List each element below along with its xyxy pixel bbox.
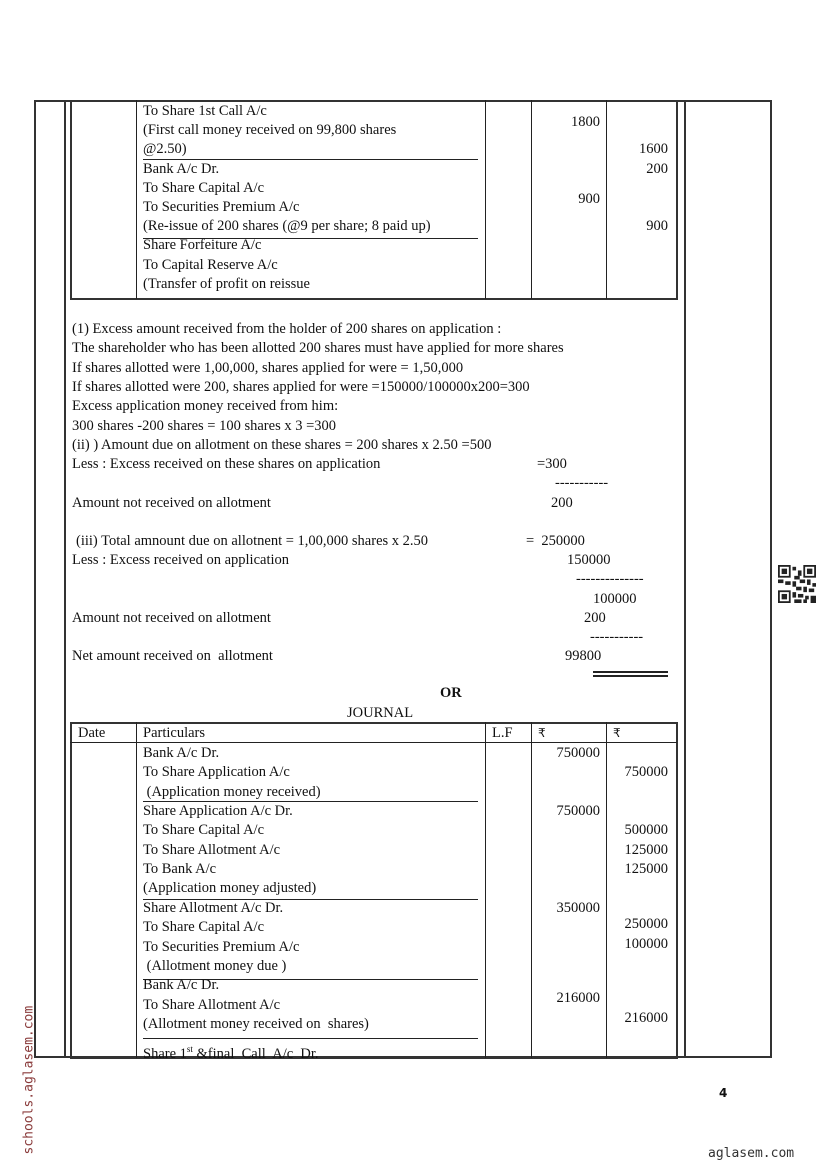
journal-particulars-line: To Share Application A/c [143,764,290,781]
journal-particulars-line: Share Application A/c Dr. [143,803,293,820]
frame-divider-right [684,100,686,1058]
t1-particulars-line: Bank A/c Dr. [143,160,220,177]
last-row-prefix: Share 1 [143,1045,187,1062]
last-row-sup: st [186,1044,193,1054]
journal-credit-amount: 500000 [624,822,668,839]
net-value: 99800 [565,648,602,664]
less1-value: =300 [537,456,567,472]
net-label: Net amount received on allotment [72,648,273,664]
t1-credit-amount: 900 [646,218,668,235]
dash-line: ----------- [555,475,609,491]
subtotal-value: 100000 [593,591,637,607]
journal-credit-amount: 125000 [624,841,668,858]
journal-debit-amount: 750000 [556,803,600,820]
total-label: (iii) Total amnount due on allotnent = 1,00,000 shares x 2.50 [76,533,429,549]
not-received2-label: Amount not received on allotment [72,610,271,626]
t1-credit-amount: 1600 [639,141,668,158]
t1-particulars-line: (Re-issue of 200 shares (@9 per share; 8 paid up) [143,218,431,235]
qr-code-icon [778,565,816,603]
t1-particulars-line: To Capital Reserve A/c [143,256,278,273]
journal-particulars-line: (Allotment money due ) [143,957,287,974]
t1-particulars-line: Share Forfeiture A/c [143,237,262,254]
t1-particulars-line: (First call money received on 99,800 shares [143,122,397,139]
less2-label: Less : Excess received on application [72,552,290,568]
jr-col-lf [485,722,486,1058]
journal-particulars-line: To Bank A/c [143,861,217,878]
journal-particulars-line: (Allotment money received on shares) [143,1015,369,1032]
watermark-side[interactable]: schools.aglasem.com [21,1005,37,1155]
journal-debit-amount: 350000 [556,899,600,916]
t1-col-date [136,100,137,299]
header-debit-rupee: ₹ [538,726,546,740]
total-value: = 250000 [526,533,585,549]
watermark-footer[interactable]: aglasem.com [708,1146,795,1161]
double-underline [593,671,668,677]
journal-particulars-line: To Securities Premium A/c [143,938,300,955]
t1-col-credit [606,100,607,299]
journal-credit-amount: 125000 [624,861,668,878]
frame-divider-left [64,100,66,1058]
t1-particulars-line: To Share 1st Call A/c [143,103,267,119]
t1-particulars-line: @2.50) [143,141,187,158]
less2-value: 150000 [567,552,611,568]
journal-credit-amount: 100000 [624,935,668,952]
not-received1-label: Amount not received on allotment [72,495,271,511]
journal-particulars-line: Share Allotment A/c Dr. [143,899,284,916]
last-row-suffix: &final Call A/c Dr. [192,1045,319,1062]
header-credit-rupee: ₹ [613,726,621,740]
t1-particulars-line: (Transfer of profit on reissue [143,275,310,292]
t1-particulars-line: To Share Capital A/c [143,179,264,196]
t1-credit-amount: 200 [646,160,668,177]
note-line: (1) Excess amount received from the holder of 200 shares on application : [72,321,502,337]
header-particulars: Particulars [143,725,206,741]
journal-credit-amount: 216000 [624,1009,668,1026]
page-number: 4 [719,1086,728,1100]
journal-particulars-line: To Share Allotment A/c [143,996,281,1013]
journal-title: JOURNAL [347,705,414,721]
journal-credit-amount: 750000 [624,764,668,781]
journal-particulars-line: To Share Capital A/c [143,822,264,839]
journal-particulars-line: (Application money received) [143,783,321,800]
journal-particulars-line: Bank A/c Dr. [143,745,220,761]
journal-last-row [143,1040,319,1064]
note-line: If shares allotted were 1,00,000, shares applied for were = 1,50,000 [72,359,464,376]
less1-label: Less : Excess received on these shares on application [72,456,381,472]
journal-debit-amount: 750000 [556,745,600,761]
dash-line: ----------- [590,629,644,645]
note-line: Excess application money received from him: [72,398,339,415]
not-received2-value: 200 [584,610,606,626]
journal-debit-amount: 216000 [556,989,600,1006]
journal-credit-amount: 250000 [624,916,668,933]
not-received1-value: 200 [551,495,573,511]
t1-debit-amount: 900 [578,191,600,207]
or-heading: OR [440,685,462,701]
note-line: If shares allotted were 200, shares applied for were =150000/100000x200=300 [72,378,530,395]
journal-particulars-line: To Share Allotment A/c [143,841,281,858]
t1-particulars-line: To Securities Premium A/c [143,199,300,215]
journal-particulars-line: (Application money adjusted) [143,880,317,897]
header-date: Date [78,725,106,741]
note-line: (ii) ) Amount due on allotment on these shares = 200 shares x 2.50 =500 [72,436,492,453]
t1-debit-amount: 1800 [571,114,600,131]
dash-line: -------------- [576,571,644,587]
journal-particulars-line: To Share Capital A/c [143,919,264,936]
jr-col-date [136,722,137,1058]
note-line: 300 shares -200 shares = 100 shares x 3 =300 [72,417,337,434]
t1-col-lf [485,100,486,299]
jr-entry-separator [143,1038,478,1039]
header-lf: L.F [492,725,513,741]
journal-particulars-line: Bank A/c Dr. [143,977,220,994]
jr-col-debit [531,722,532,1058]
note-line: The shareholder who has been allotted 200 shares must have applied for more shares [72,340,564,357]
